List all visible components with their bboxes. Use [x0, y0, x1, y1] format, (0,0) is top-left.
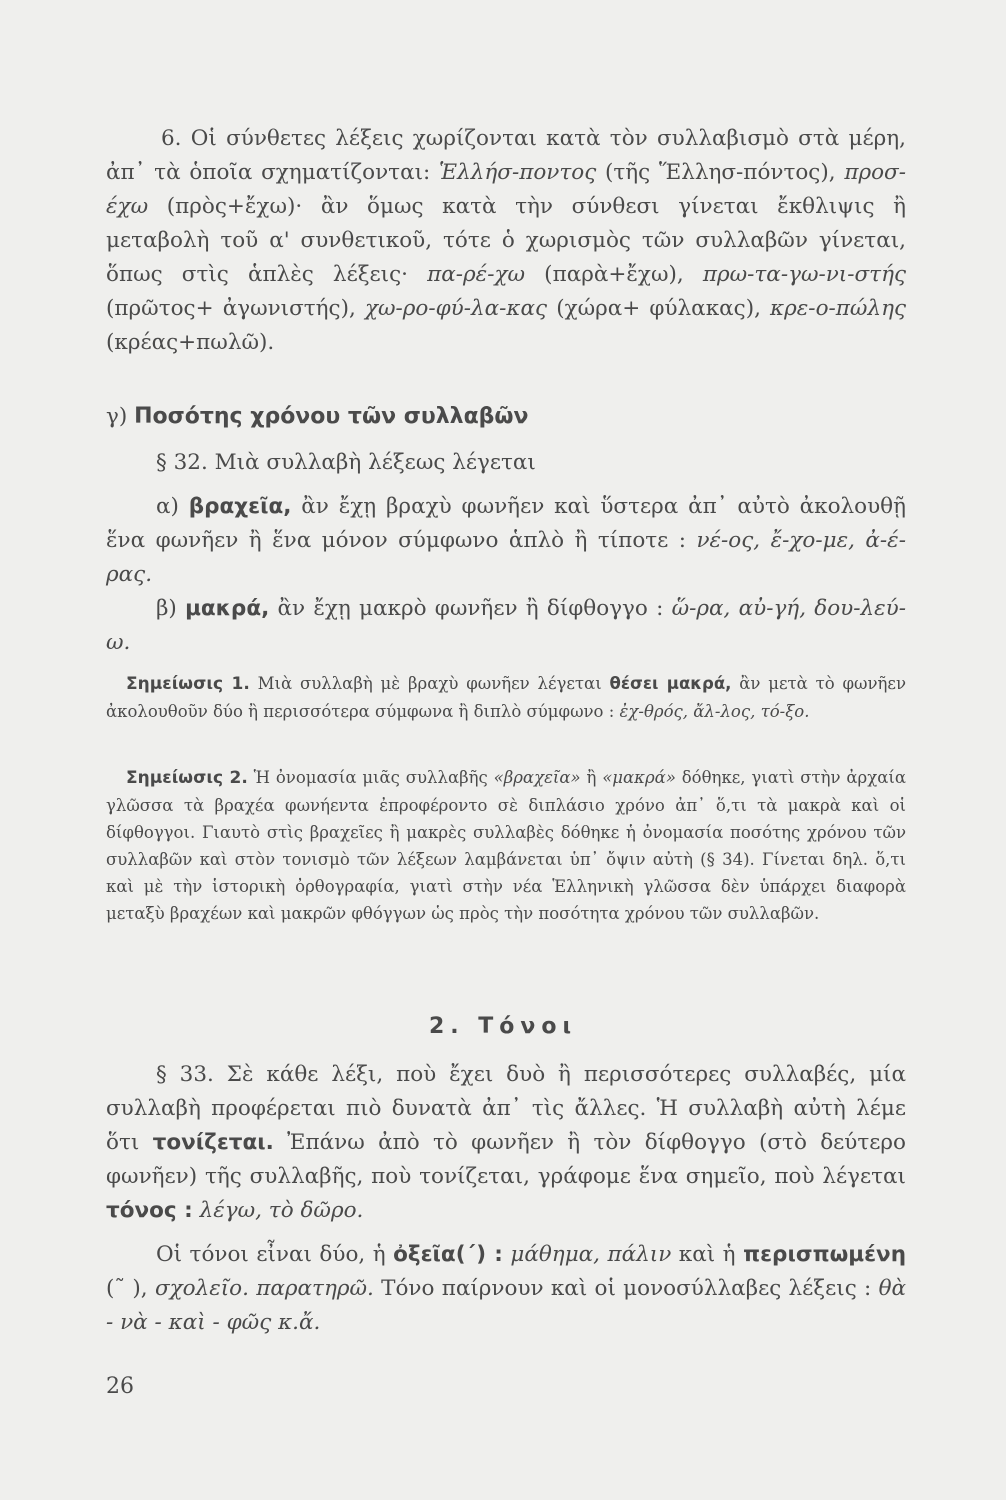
- p33-examples: λέγω, τὸ δῶρο.: [199, 1198, 364, 1223]
- note-text: Μιὰ συλλαβὴ μὲ βραχὺ φωνῆεν λέγεται: [249, 674, 610, 693]
- note-1: [106, 670, 906, 725]
- section-heading-tones: 2. Τόνοι: [428, 1014, 578, 1039]
- tones-text: Οἱ τόνοι εἶναι δύο, ἡ: [156, 1242, 394, 1267]
- item-text: ἂν ἔχῃ βραχὺ φωνῆεν καὶ ὕστερα ἀπ᾽ αὐτὸ ἀκολουθῇ ἕνα φωνῆεν ἢ ἕνα μόνον σύμφωνο ἁπλὸ ἢ τίποτε :: [106, 494, 906, 553]
- note-text: ἢ: [580, 768, 603, 787]
- p6-text: (πρῶτος+ ἀγωνιστής),: [106, 296, 365, 321]
- note-label: Σημείωσις 2.: [126, 768, 248, 788]
- item-examples: ὥ-ρα, αὐ-γή, δου-λεύ-ω.: [106, 596, 906, 655]
- p6-example: κρε-ο-πώλης: [770, 296, 906, 321]
- p33-text: § 33. Σὲ κάθε λέξι, ποὺ ἔχει δυὸ ἢ περισσότερες συλλαβές, μία συλλαβὴ προφέρεται πιὸ δυνατὰ ἀπ᾽ τὶς ἄλλες. Ἡ συλλαβὴ αὐτὴ λέμε ὅτι: [106, 1062, 906, 1155]
- tones-text: (῀ ),: [106, 1276, 155, 1301]
- p33-text: [193, 1198, 200, 1223]
- section-heading-quantity: [106, 400, 906, 434]
- p6-text: (τῆς Ἕλλησ-πόντος),: [596, 160, 845, 185]
- term-long: μακρά,: [185, 596, 270, 621]
- paragraph-33: [106, 1058, 906, 1228]
- p6-example: πα-ρέ-χω: [427, 262, 526, 287]
- tones-example: σχολεῖο. παρατηρῶ.: [154, 1276, 374, 1301]
- p6-example: προσ-έχω: [106, 160, 906, 219]
- p6-example: πρω-τα-γω-νι-στής: [702, 262, 906, 287]
- item-text: ἂν ἔχῃ μακρὸ φωνῆεν ἢ δίφθογγο :: [269, 596, 672, 621]
- p6-text: (κρέας+πωλῶ).: [106, 330, 275, 355]
- tones-example: θὰ - νὰ - καὶ - φῶς κ.ἄ.: [106, 1276, 907, 1335]
- term-accent: τόνος :: [106, 1198, 193, 1223]
- tones-text: καὶ ἡ: [671, 1242, 744, 1267]
- note-examples: ἐχ-θρός, ἄλ-λος, τό-ξο.: [619, 702, 810, 721]
- p6-text: (πρὸς+ἔχω)· ἂν ὅμως κατὰ τὴν σύνθεσι γίνεται ἔκθλιψις ἢ μεταβολὴ τοῦ α' συνθετικοῦ, τότε ὁ χωρισμὸς τῶν συλλαβῶν γίνεται, ὅπως στὶς ἁπλὲς λέξεις·: [106, 194, 906, 287]
- note-label: Σημείωσις 1.: [126, 674, 250, 694]
- note-term: θέσει μακρά,: [609, 674, 732, 693]
- p6-text: (χώρα+ φύλακας),: [547, 296, 771, 321]
- item-prefix: β): [156, 596, 186, 621]
- note-quote: «βραχεῖα»: [493, 768, 581, 787]
- note-quote: «μακρά»: [602, 768, 676, 787]
- p32-text: § 32. Μιὰ συλλαβὴ λέξεως λέγεται: [156, 450, 536, 475]
- p6-text: 6. Οἱ σύνθετες λέξεις χωρίζονται κατὰ τὸν συλλαβισμὸ στὰ μέρη, ἀπ᾽ τὰ ὁποῖα σχηματίζονται:: [106, 126, 906, 185]
- note-text: ἂν μετὰ τὸ φωνῆεν ἀκολουθοῦν δύο ἢ περισσότερα σύμφωνα ἢ διπλὸ σύμφωνο :: [106, 674, 906, 721]
- section-label: γ): [106, 404, 135, 429]
- term-stressed: τονίζεται.: [152, 1130, 274, 1155]
- p6-example: Ἑλλήσ-ποντος: [439, 160, 597, 185]
- paragraph-6: [106, 122, 906, 360]
- tones-example: μάθημα, πάλιν: [510, 1242, 672, 1267]
- p6-example: χω-ρο-φύ-λα-κας: [364, 296, 548, 321]
- tones-text: Τόνο παίρνουν καὶ οἱ μονοσύλλαβες λέξεις :: [373, 1276, 879, 1301]
- term-circumflex: περισπωμένη: [743, 1242, 906, 1267]
- item-prefix: α): [156, 494, 189, 519]
- item-examples: νέ-ος, ἔ-χο-με, ἀ-έ-ρας.: [106, 528, 906, 587]
- p33-text: Ἐπάνω ἀπὸ τὸ φωνῆεν ἢ τὸν δίφθογγο (στὸ δεύτερο φωνῆεν) τῆς συλλαβῆς, ποὺ τονίζεται, γράφομε ἕνα σημεῖο, ποὺ λέγεται: [106, 1130, 906, 1189]
- term-acute: ὀξεῖα(´) :: [393, 1242, 503, 1267]
- term-short: βραχεῖα,: [188, 494, 292, 519]
- note-2: [106, 764, 906, 927]
- paragraph-32: [106, 446, 906, 480]
- section-title: Ποσότης χρόνου τῶν συλλαβῶν: [134, 404, 529, 429]
- paragraph-tones: [106, 1238, 906, 1340]
- note-text: δόθηκε, γιατὶ στὴν ἀρχαία γλῶσσα τὰ βραχέα φωνήεντα ἐπροφέροντο σὲ διπλάσιο χρόνο ἀπ᾽ ὅ,τι τὰ μακρὰ καὶ οἱ δίφθογγοι. Γιαυτὸ στὶς βραχεῖες ἢ μακρὲς συλλαβὲς δόθηκε ἡ ὀνομασία ποσότης χρόνου τῶν συλλαβῶν καὶ στὸν τονισμὸ τῶν λέξεων λαμβάνεται ὑπ᾽ ὄψιν αὐτὴ (§ 34). Γίνεται δηλ. ὅ,τι καὶ μὲ τὴν ἱστορικὴ ὀρθογραφία, γιατὶ στὴν νέα Ἑλληνικὴ γλῶσσα δὲν ὑπάρχει διαφορὰ μεταξὺ βραχέων καὶ μακρῶν φθόγγων ὡς πρὸς τὴν ποσότητα χρόνου τῶν συλλαβῶν.: [106, 768, 907, 923]
- note-text: Ἡ ὀνομασία μιᾶς συλλαβῆς: [247, 768, 494, 787]
- p6-text: (παρὰ+ἔχω),: [525, 262, 703, 287]
- item-short-syllable: [106, 490, 906, 592]
- page-number: 26: [106, 1374, 134, 1399]
- item-long-syllable: [106, 592, 906, 660]
